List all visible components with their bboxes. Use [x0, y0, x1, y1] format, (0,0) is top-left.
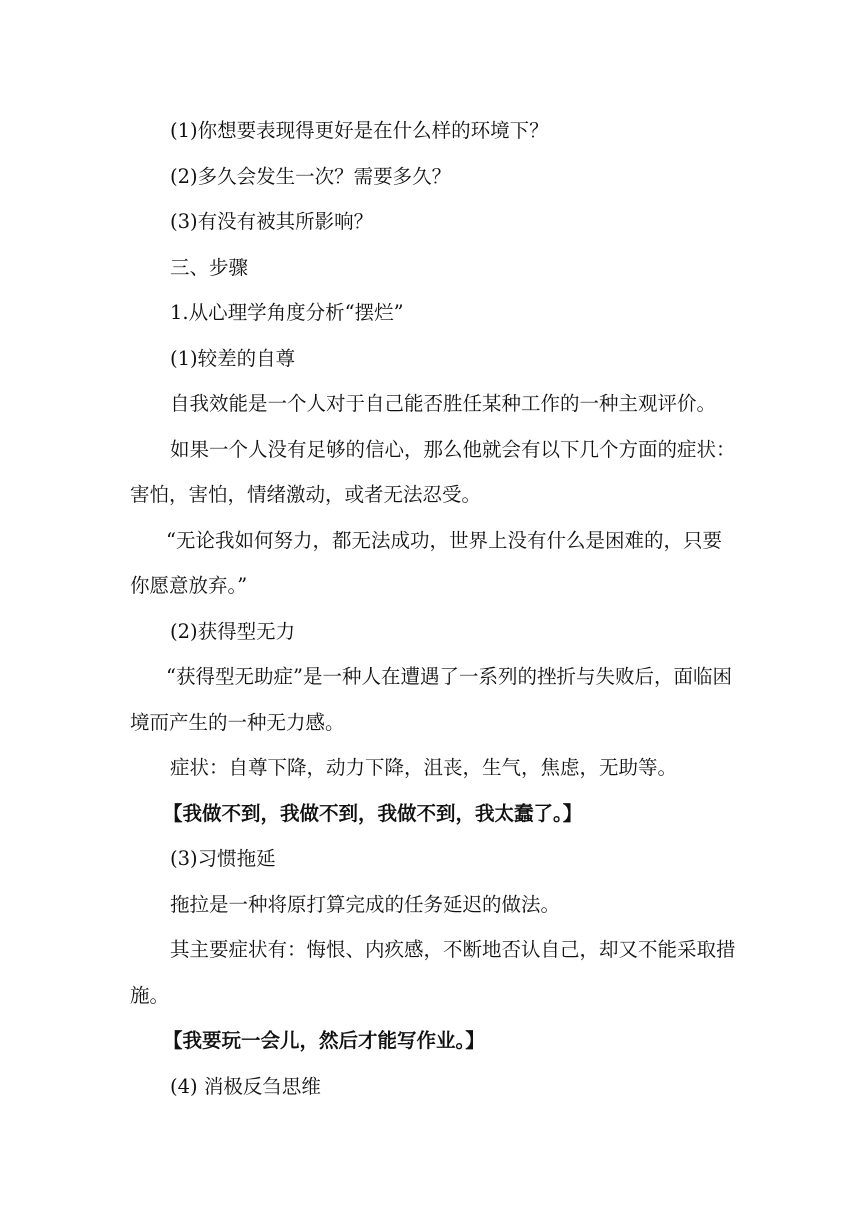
paragraph-helplessness-definition: “获得型无助症”是一种人在遭遇了一系列的挫折与失败后，面临困境而产生的一种无力感。	[130, 665, 732, 734]
paragraph-confidence-symptoms: 如果一个人没有足够的信心，那么他就会有以下几个方面的症状：害怕，害怕，情绪激动，或者无法忍受。	[130, 437, 736, 506]
paragraph-procrastination-symptoms: 其主要症状有：悔恨、内疚感，不断地否认自己，却又不能采取措施。	[130, 938, 736, 1007]
quote-i-cannot: 【我做不到，我做不到，我做不到，我太蠢了。】	[163, 801, 583, 825]
paragraph-procrastination-definition: 拖拉是一种将原打算完成的任务延迟的做法。	[170, 892, 561, 916]
paragraph-helplessness-symptoms: 症状：自尊下降，动力下降，沮丧，生气，焦虑，无助等。	[170, 756, 678, 779]
paragraph-self-efficacy: 自我效能是一个人对于自己能否胜任某种工作的一种主观评价。	[170, 392, 717, 415]
section-heading-steps: 三、步骤	[170, 255, 249, 279]
quote-play-first: 【我要玩一会儿，然后才能写作业。】	[163, 1029, 485, 1052]
question-2: (2)多久会发生一次？需要多久？	[170, 164, 452, 188]
subheading-negative-rumination: (4) 消极反刍思维	[170, 1074, 321, 1098]
document-body	[130, 108, 740, 1109]
question-3: (3)有没有被其所影响？	[170, 210, 374, 233]
subheading-procrastination: (3)习惯拖延	[170, 847, 276, 870]
quote-give-up: “无论我如何努力，都无法成功，世界上没有什么是困难的，只要你愿意放弃。”	[130, 528, 722, 597]
step-1-heading: 1.从心理学角度分析“摆烂”	[170, 301, 404, 324]
question-1: (1)你想要表现得更好是在什么样的环境下？	[170, 119, 549, 142]
subheading-low-self-esteem: (1)较差的自尊	[170, 346, 296, 370]
subheading-learned-helplessness: (2)获得型无力	[170, 619, 296, 643]
